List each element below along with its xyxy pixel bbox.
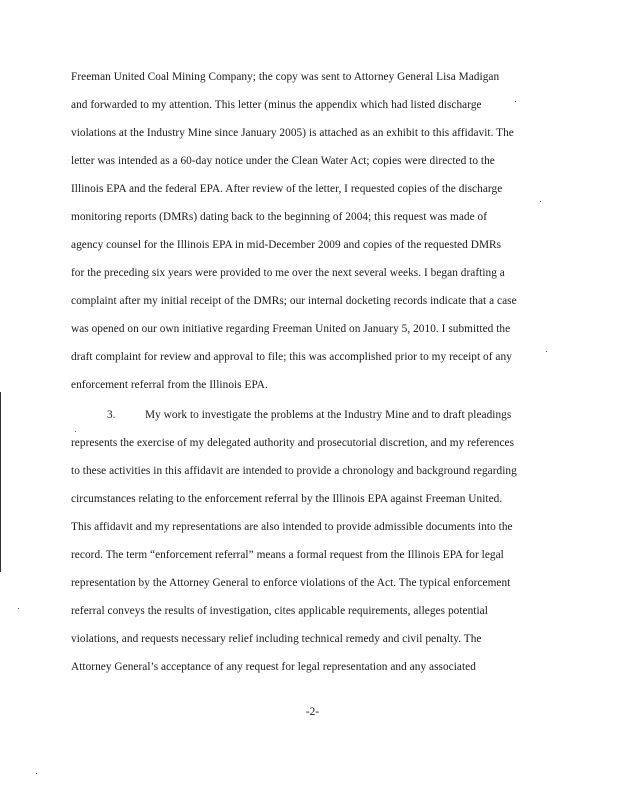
text-line: for the preceding six years were provided to me over the next several weeks. I began drafting a xyxy=(71,267,505,279)
text-line: Illinois EPA and the federal EPA. After review of the letter, I requested copies of the discharge xyxy=(71,183,503,195)
text-line: My work to investigate the problems at the Industry Mine and to draft pleadings xyxy=(145,409,512,421)
scan-margin-line xyxy=(0,392,1,572)
scan-speck xyxy=(36,773,37,774)
text-line: complaint after my initial receipt of the DMRs; our internal docketing records indicate that a case xyxy=(71,295,517,307)
text-line: record. The term “enforcement referral” means a formal request from the Illinois EPA for legal xyxy=(71,549,504,561)
paragraph-number: 3. xyxy=(107,409,116,421)
page-number: -2- xyxy=(305,706,320,718)
text-line: violations at the Industry Mine since January 2005) is attached as an exhibit to this affidavit. The xyxy=(71,127,514,139)
text-line: circumstances relating to the enforcement referral by the Illinois EPA against Freeman United. xyxy=(71,493,503,505)
text-line: to these activities in this affidavit are intended to provide a chronology and background regarding xyxy=(71,465,517,477)
text-line: and forwarded to my attention. This letter (minus the appendix which had listed discharge xyxy=(71,99,482,111)
text-line: referral conveys the results of investigation, cites applicable requirements, alleges potential xyxy=(71,605,488,617)
text-line: represents the exercise of my delegated authority and prosecutorial discretion, and my references xyxy=(71,437,515,449)
scan-speck xyxy=(18,608,19,609)
scan-speck xyxy=(75,431,76,432)
text-line: violations, and requests necessary relief including technical remedy and civil penalty. The xyxy=(71,633,482,645)
text-line: This affidavit and my representations are also intended to provide admissible documents into the xyxy=(71,521,513,533)
text-line: Attorney General’s acceptance of any request for legal representation and any associated xyxy=(71,661,476,673)
text-line: enforcement referral from the Illinois EPA. xyxy=(71,379,268,391)
text-line: draft complaint for review and approval to file; this was accomplished prior to my receipt of any xyxy=(71,351,512,363)
text-line: was opened on our own initiative regarding Freeman United on January 5, 2010. I submitted the xyxy=(71,323,511,335)
text-line: letter was intended as a 60-day notice under the Clean Water Act; copies were directed to the xyxy=(71,155,495,167)
text-line: representation by the Attorney General to enforce violations of the Act. The typical enforcement xyxy=(71,577,511,589)
text-line: monitoring reports (DMRs) dating back to the beginning of 2004; this request was made of xyxy=(71,211,488,223)
text-line: agency counsel for the Illinois EPA in mid-December 2009 and copies of the requested DMRs xyxy=(71,239,502,251)
scan-speck xyxy=(540,201,541,202)
text-line: Freeman United Coal Mining Company; the copy was sent to Attorney General Lisa Madigan xyxy=(71,71,500,83)
scan-speck xyxy=(515,101,516,102)
scan-speck xyxy=(546,351,547,352)
